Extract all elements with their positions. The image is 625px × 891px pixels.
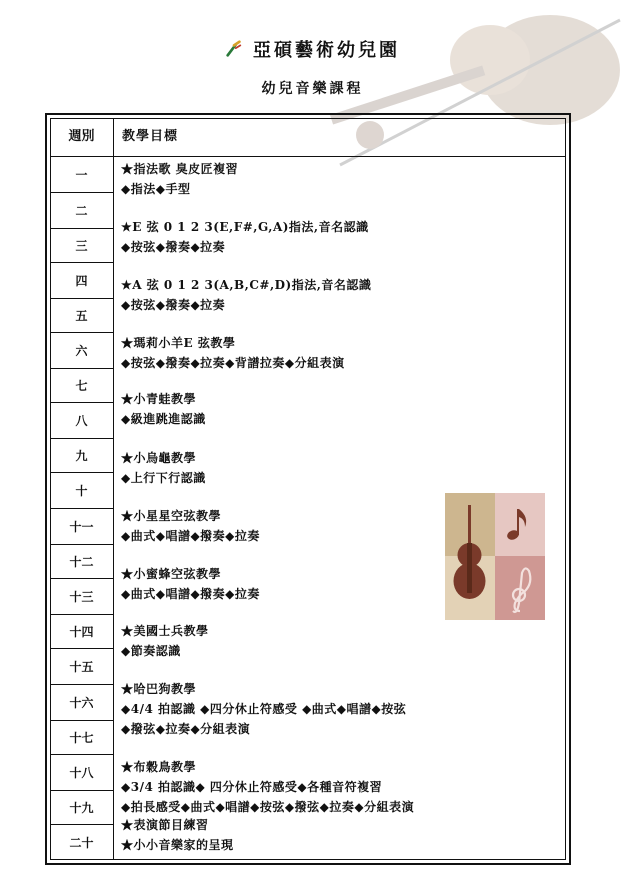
goal-line: ◆曲式◆唱譜◆撥奏◆拉奏 [121,587,260,601]
goal-line: ◆按弦◆撥奏◆拉奏◆背譜拉奏◆分組表演 [121,356,345,370]
week-cell: 二十 [69,835,94,850]
goal-line: ★小烏龜教學 [121,451,197,465]
goal-line: ★小小音樂家的呈現 [121,838,234,852]
goal-line: ◆上行下行認識 [121,471,206,485]
goal-line: ◆4/4 拍認識 ◆四分休止符感受 ◆曲式◆唱譜◆按弦 [121,702,407,716]
music-brush-logo-icon [225,40,243,58]
goal-line: ◆指法◆手型 [121,182,191,196]
week-cell: 十九 [69,800,94,815]
goal-line: ◆按弦◆撥奏◆拉奏 [121,240,226,254]
week-cell: 一 [75,167,88,182]
week-cell: 十六 [69,695,94,710]
goal-line: ★小蜜蜂空弦教學 [121,567,222,581]
goal-line: ★A 弦 0 1 2 3(A,B,C#,D)指法,音名認識 [121,278,372,292]
week-cell: 五 [75,308,88,323]
week-cell: 十二 [69,554,94,569]
column-divider [113,118,114,860]
goal-line: ◆按弦◆撥奏◆拉奏 [121,298,226,312]
goal-line: ★小星星空弦教學 [121,509,222,523]
goal-line: ★美國士兵教學 [121,624,209,638]
goal-line: ★表演節目練習 [121,818,209,832]
week-cell: 十 [75,483,88,498]
week-cell: 六 [75,343,88,358]
week-cell: 四 [75,273,88,288]
goal-line: ◆撥弦◆拉奏◆分組表演 [121,722,251,736]
week-cell: 二 [75,203,88,218]
week-cell: 十七 [69,730,94,745]
goal-line: ◆3/4 拍認識◆ 四分休止符感受◆各種音符複習 [121,780,383,794]
week-cell: 十五 [69,659,94,674]
week-cell: 十三 [69,589,94,604]
week-column-header: 週別 [68,129,95,144]
week-cell: 十八 [69,765,94,780]
music-decoration-image [445,493,545,620]
goal-line: ◆節奏認識 [121,644,181,658]
week-cell: 十四 [69,624,94,639]
goal-line: ★哈巴狗教學 [121,682,197,696]
goal-line: ★E 弦 0 1 2 3(E,F#,G,A)指法,音名認識 [121,220,369,234]
row-rule [50,156,566,157]
week-cell: 七 [75,378,88,393]
school-title-text: 亞碩藝術幼兒園 [253,40,400,61]
goal-column-header: 教學目標 [122,129,179,144]
school-title [0,36,625,62]
goal-line: ◆拍長感受◆曲式◆唱譜◆按弦◆撥弦◆拉奏◆分組表演 [121,800,415,814]
course-subtitle: 幼兒音樂課程 [261,81,364,97]
week-cell: 九 [75,448,88,463]
goal-line: ★布穀鳥教學 [121,760,197,774]
goal-line: ◆級進跳進認識 [121,412,206,426]
week-cell: 三 [75,238,88,253]
goal-line: ★瑪莉小羊E 弦教學 [121,336,236,350]
goal-line: ◆曲式◆唱譜◆撥奏◆拉奏 [121,529,260,543]
goal-line: ★小青蛙教學 [121,392,197,406]
week-cell: 十一 [69,519,94,534]
week-cell: 八 [75,413,88,428]
goal-line: ★指法歌 臭皮匠複習 [121,162,239,176]
